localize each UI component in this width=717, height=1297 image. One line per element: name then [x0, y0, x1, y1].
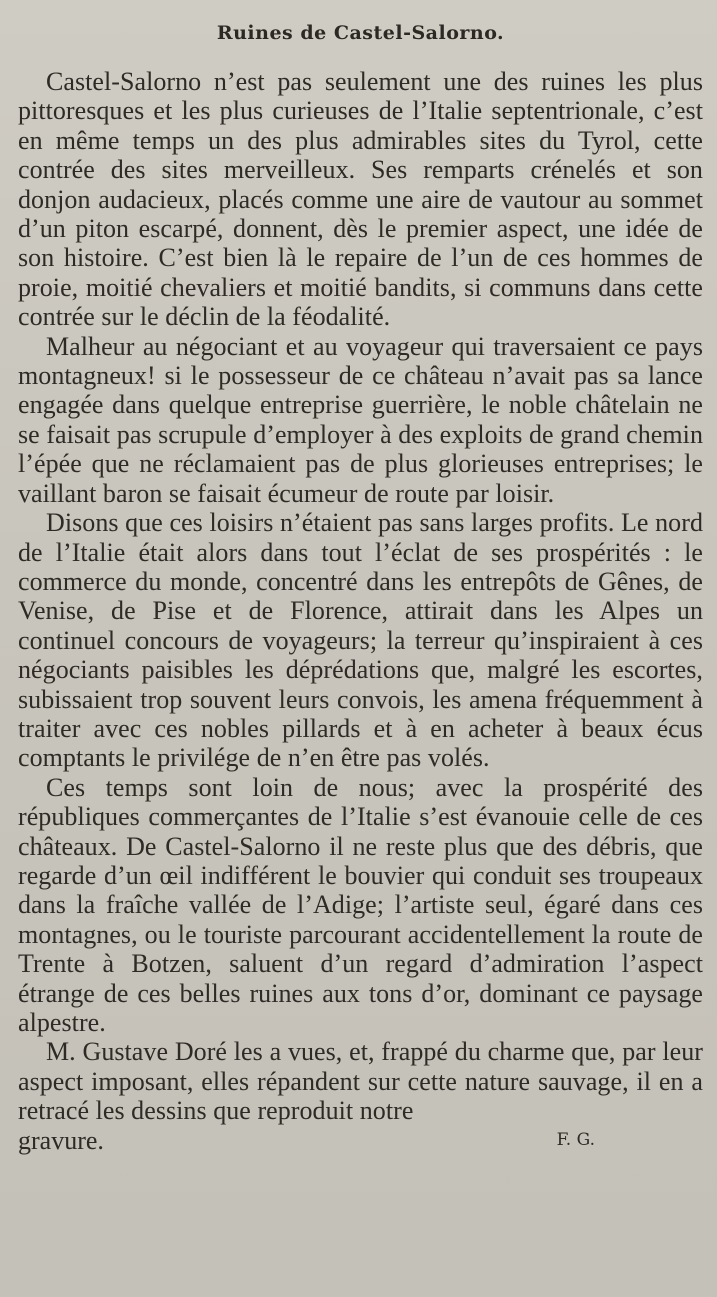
closing-line	[18, 1126, 703, 1155]
paragraph-1: Castel-Salorno n’est pas seulement une des ruines les plus pittoresques et les plus curieuses de l’Italie septentrionale, c’est en même temps un des plus admirables sites du Tyrol, cette contrée des sites merveilleux. Ses remparts crénelés et son donjon audacieux, placés comme une aire de vautour au sommet d’un piton escarpé, donnent, dès le premier aspect, une idée de son histoire. C’est bien là le repaire de l’un de ces hommes de proie, moitié chevaliers et moitié bandits, si communs dans cette contrée sur le déclin de la féodalité.	[18, 67, 703, 332]
paragraph-2: Malheur au négociant et au voyageur qui traversaient ce pays montagneux! si le possesseur de ce château n’avait pas sa lance engagée dans quelque entreprise guerrière, le noble châtelain ne se faisait pas scrupule d’employer à des exploits de grand chemin l’épée que ne réclamaient pas de plus glorieuses entreprises; le vaillant baron se faisait écumeur de route par loisir.	[18, 331, 703, 508]
paragraph-3: Disons que ces loisirs n’étaient pas sans larges profits. Le nord de l’Italie était alors dans tout l’éclat de ses prospérités : le commerce du monde, concentré dans les entrepôts de Gênes, de Venise, de Pise et de Florence, attirait dans les Alpes un continuel concours de voyageurs; la terreur qu’inspiraient à ces négociants paisibles les déprédations que, malgré les escortes, subissaient trop souvent leurs convois, les amena fréquemment à traiter avec ces nobles pillards et à en acheter à beaux écus comptants le privilége de n’en être pas volés.	[18, 508, 703, 773]
closing-word: gravure.	[18, 1125, 104, 1155]
author-signature: F. G.	[556, 1129, 595, 1150]
paragraph-4: Ces temps sont loin de nous; avec la prospérité des républiques commerçantes de l’Italie s’est évanouie celle de ces châteaux. De Castel-Salorno il ne reste plus que des débris, que regarde d’un œil indifférent le bouvier qui conduit ses troupeaux dans la fraîche vallée de l’Adige; l’artiste seul, égaré dans ces montagnes, ou le touriste parcourant accidentellement la route de Trente à Botzen, saluent d’un regard d’admiration l’aspect étrange de ces belles ruines aux tons d’or, dominant ce paysage alpestre.	[18, 772, 703, 1037]
article-title: Ruines de Castel-Salorno.	[216, 22, 505, 44]
paragraph-5: M. Gustave Doré les a vues, et, frappé du charme que, par leur aspect imposant, elles répandent sur cette nature sauvage, il en a retracé les dessins que reproduit notre	[18, 1037, 703, 1126]
